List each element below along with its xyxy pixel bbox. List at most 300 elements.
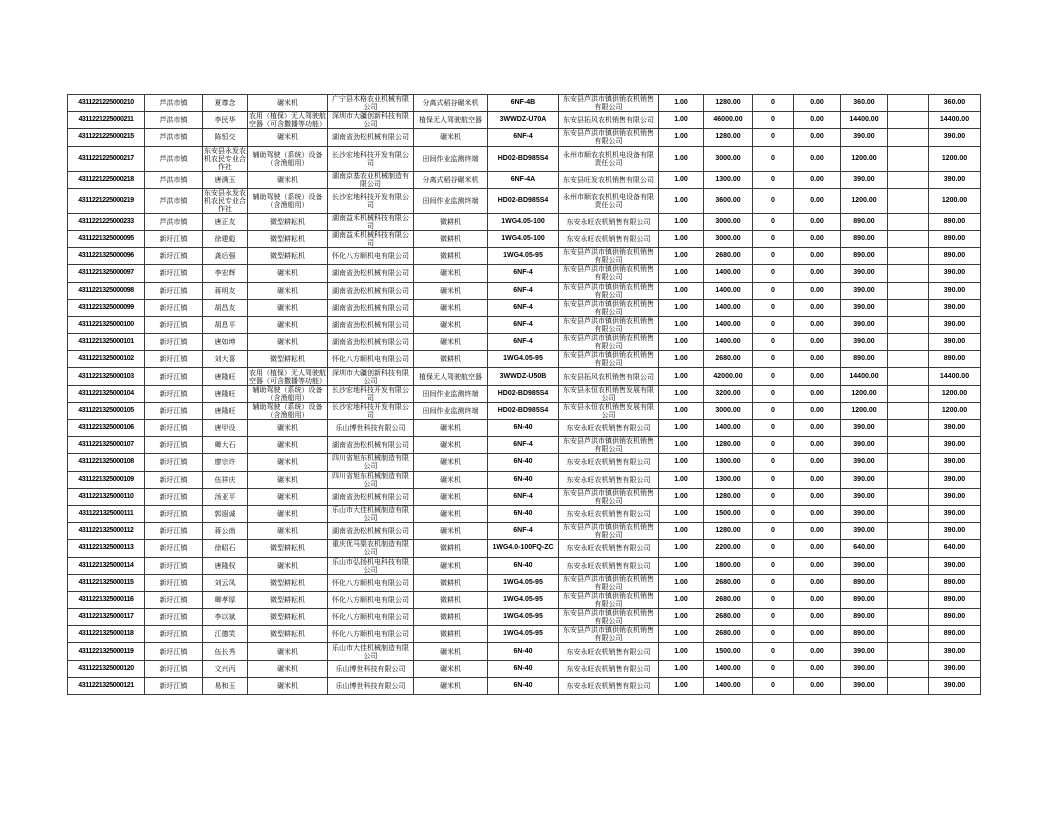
cell-application-id: 4311221325000095 [68, 230, 145, 247]
cell-extra [888, 95, 929, 112]
table-row [68, 609, 981, 626]
cell-zero-count: 0 [753, 95, 794, 112]
cell-machine-type: 微型耕耘机 [248, 213, 328, 230]
cell-applicant-name: 唐隆旺 [203, 385, 248, 402]
cell-zero-count: 0 [753, 488, 794, 505]
cell-extra [888, 188, 929, 213]
cell-town: 新圩江镇 [145, 643, 203, 660]
cell-zero-amount: 0.00 [794, 574, 841, 591]
cell-total-subsidy: 390.00 [929, 282, 981, 299]
cell-machine-category: 田间作业监测终端 [414, 385, 488, 402]
cell-applicant-name: 胡息平 [203, 316, 248, 333]
cell-zero-amount: 0.00 [794, 146, 841, 171]
cell-town: 新圩江镇 [145, 591, 203, 608]
cell-model: 6NF-4 [488, 265, 559, 282]
cell-machine-category: 碾米机 [414, 316, 488, 333]
cell-model: 6NF-4 [488, 299, 559, 316]
cell-machine-category: 碾米机 [414, 643, 488, 660]
cell-manufacturer: 湖南京基农业机械制造有限公司 [328, 171, 414, 188]
cell-extra [888, 471, 929, 488]
cell-town: 新圩江镇 [145, 334, 203, 351]
cell-total-subsidy: 640.00 [929, 540, 981, 557]
cell-dealer: 东安县芦洪市镇供销农机销售有限公司 [559, 248, 659, 265]
cell-town: 新圩江镇 [145, 282, 203, 299]
cell-town: 新圩江镇 [145, 385, 203, 402]
cell-dealer: 东安永旺农机销售有限公司 [559, 557, 659, 574]
cell-quantity: 1.00 [659, 282, 704, 299]
cell-applicant-name: 徐昭石 [203, 540, 248, 557]
cell-town: 芦洪市镇 [145, 112, 203, 129]
cell-subsidy-amount: 14400.00 [841, 112, 888, 129]
cell-total-subsidy: 390.00 [929, 488, 981, 505]
cell-application-id: 4311221325000119 [68, 643, 145, 660]
cell-extra [888, 523, 929, 540]
cell-total-subsidy: 890.00 [929, 351, 981, 368]
cell-town: 新圩江镇 [145, 505, 203, 522]
cell-machine-type: 碾米机 [248, 334, 328, 351]
cell-zero-amount: 0.00 [794, 129, 841, 146]
cell-application-id: 4311221325000108 [68, 454, 145, 471]
cell-subsidy-amount: 390.00 [841, 420, 888, 437]
cell-zero-count: 0 [753, 129, 794, 146]
cell-zero-count: 0 [753, 437, 794, 454]
cell-unit-price: 3000.00 [704, 230, 753, 247]
cell-machine-category: 微耕机 [414, 230, 488, 247]
cell-machine-type: 碾米机 [248, 505, 328, 522]
cell-applicant-name: 唐正友 [203, 213, 248, 230]
cell-model: 6N-40 [488, 454, 559, 471]
cell-application-id: 4311221325000107 [68, 437, 145, 454]
cell-applicant-name: 李宏辉 [203, 265, 248, 282]
cell-machine-type: 微型耕耘机 [248, 591, 328, 608]
cell-application-id: 4311221225000211 [68, 112, 145, 129]
cell-quantity: 1.00 [659, 557, 704, 574]
cell-unit-price: 1800.00 [704, 557, 753, 574]
cell-dealer: 东安县永恒农机销售发展有限公司 [559, 402, 659, 419]
cell-zero-amount: 0.00 [794, 591, 841, 608]
cell-quantity: 1.00 [659, 454, 704, 471]
cell-subsidy-amount: 1200.00 [841, 146, 888, 171]
table-row [68, 171, 981, 188]
table-row [68, 402, 981, 419]
cell-application-id: 4311221325000100 [68, 316, 145, 333]
cell-quantity: 1.00 [659, 230, 704, 247]
cell-subsidy-amount: 390.00 [841, 523, 888, 540]
cell-total-subsidy: 390.00 [929, 299, 981, 316]
cell-town: 芦洪市镇 [145, 213, 203, 230]
cell-machine-category: 微耕机 [414, 540, 488, 557]
cell-model: 6NF-4A [488, 171, 559, 188]
cell-subsidy-amount: 390.00 [841, 488, 888, 505]
cell-extra [888, 299, 929, 316]
cell-manufacturer: 重庆优马渠农机制造有限公司 [328, 540, 414, 557]
cell-town: 芦洪市镇 [145, 129, 203, 146]
cell-dealer: 永州市顺农农机机电设备有限责任公司 [559, 146, 659, 171]
cell-unit-price: 46000.00 [704, 112, 753, 129]
cell-manufacturer: 长沙宏地科技开发有限公司 [328, 385, 414, 402]
cell-town: 芦洪市镇 [145, 188, 203, 213]
cell-zero-amount: 0.00 [794, 437, 841, 454]
cell-machine-category: 碾米机 [414, 282, 488, 299]
cell-zero-amount: 0.00 [794, 112, 841, 129]
cell-applicant-name: 刘云凤 [203, 574, 248, 591]
cell-quantity: 1.00 [659, 505, 704, 522]
cell-unit-price: 2680.00 [704, 609, 753, 626]
cell-dealer: 东安县旺发农机销售有限公司 [559, 171, 659, 188]
cell-manufacturer: 深圳市大疆创新科技有限公司 [328, 112, 414, 129]
cell-extra [888, 351, 929, 368]
cell-dealer: 东安县芦洪市镇供销农机销售有限公司 [559, 626, 659, 643]
cell-dealer: 东安永旺农机销售有限公司 [559, 540, 659, 557]
cell-zero-amount: 0.00 [794, 643, 841, 660]
cell-model: 1WG4.05-95 [488, 626, 559, 643]
table-row [68, 574, 981, 591]
cell-zero-count: 0 [753, 643, 794, 660]
cell-extra [888, 677, 929, 694]
cell-machine-type: 微型耕耘机 [248, 351, 328, 368]
cell-application-id: 4311221325000103 [68, 368, 145, 385]
cell-manufacturer: 怀化八方顺机电有限公司 [328, 248, 414, 265]
cell-extra [888, 282, 929, 299]
cell-extra [888, 385, 929, 402]
cell-machine-category: 植保无人驾驶航空器 [414, 368, 488, 385]
cell-machine-type: 辅助驾驶（系统）设备（含渔船用） [248, 146, 328, 171]
cell-unit-price: 3000.00 [704, 146, 753, 171]
cell-extra [888, 505, 929, 522]
cell-machine-type: 辅助驾驶（系统）设备（含渔船用） [248, 385, 328, 402]
cell-unit-price: 2680.00 [704, 626, 753, 643]
cell-zero-count: 0 [753, 385, 794, 402]
cell-machine-category: 碾米机 [414, 557, 488, 574]
cell-machine-category: 田间作业监测终端 [414, 188, 488, 213]
cell-machine-category: 田间作业监测终端 [414, 402, 488, 419]
table-row [68, 591, 981, 608]
cell-machine-type: 碾米机 [248, 282, 328, 299]
cell-town: 新圩江镇 [145, 351, 203, 368]
cell-dealer: 东安永旺农机销售有限公司 [559, 420, 659, 437]
cell-zero-count: 0 [753, 316, 794, 333]
cell-applicant-name: 唐隆权 [203, 557, 248, 574]
cell-manufacturer: 湖南省劲松机械有限公司 [328, 523, 414, 540]
cell-machine-type: 农用（植保）无人驾驶航空器（可含撒播等功能） [249, 368, 326, 385]
table-row [68, 660, 981, 677]
cell-machine-category: 碾米机 [414, 265, 488, 282]
cell-zero-amount: 0.00 [794, 334, 841, 351]
cell-town: 新圩江镇 [145, 420, 203, 437]
table-row [68, 299, 981, 316]
cell-zero-amount: 0.00 [794, 660, 841, 677]
cell-unit-price: 2680.00 [704, 591, 753, 608]
table-row [68, 420, 981, 437]
cell-machine-type: 碾米机 [248, 557, 328, 574]
cell-machine-type: 微型耕耘机 [248, 609, 328, 626]
cell-extra [888, 248, 929, 265]
cell-dealer: 东安县芦洪市镇供销农机销售有限公司 [559, 265, 659, 282]
cell-quantity: 1.00 [659, 626, 704, 643]
cell-quantity: 1.00 [659, 129, 704, 146]
cell-zero-amount: 0.00 [794, 385, 841, 402]
cell-manufacturer: 怀化八方顺机电有限公司 [328, 574, 414, 591]
cell-total-subsidy: 890.00 [929, 609, 981, 626]
cell-unit-price: 1300.00 [704, 171, 753, 188]
cell-applicant-name: 唐隆旺 [203, 368, 248, 385]
cell-quantity: 1.00 [659, 334, 704, 351]
cell-manufacturer: 怀化八方顺机电有限公司 [328, 609, 414, 626]
cell-machine-category: 碾米机 [414, 505, 488, 522]
cell-dealer: 东安永旺农机销售有限公司 [559, 505, 659, 522]
cell-model: 6N-40 [488, 660, 559, 677]
cell-machine-category: 分离式稻谷碾米机 [414, 171, 488, 188]
cell-manufacturer: 长沙宏地科技开发有限公司 [328, 146, 414, 171]
cell-extra [888, 112, 929, 129]
cell-manufacturer: 四川省旭东机械制造有限公司 [328, 471, 414, 488]
cell-zero-amount: 0.00 [794, 677, 841, 694]
cell-extra [888, 626, 929, 643]
cell-unit-price: 3200.00 [704, 385, 753, 402]
cell-total-subsidy: 890.00 [929, 591, 981, 608]
cell-manufacturer: 湖南省劲松机械有限公司 [328, 299, 414, 316]
cell-applicant-name: 李以斌 [203, 609, 248, 626]
cell-applicant-name: 文兴丙 [203, 660, 248, 677]
cell-machine-type: 碾米机 [248, 523, 328, 540]
cell-model: 1WG4.05-95 [488, 351, 559, 368]
cell-zero-count: 0 [753, 574, 794, 591]
cell-application-id: 4311221325000110 [68, 488, 145, 505]
cell-zero-amount: 0.00 [794, 540, 841, 557]
cell-dealer: 东安县拓风农机销售有限公司 [559, 368, 659, 385]
cell-unit-price: 1500.00 [704, 643, 753, 660]
cell-model: 6NF-4 [488, 334, 559, 351]
cell-zero-amount: 0.00 [794, 454, 841, 471]
cell-manufacturer: 乐山市大佳机械制造有限公司 [328, 643, 414, 660]
cell-dealer: 东安县芦洪市镇供销农机销售有限公司 [559, 282, 659, 299]
cell-total-subsidy: 890.00 [929, 574, 981, 591]
cell-zero-amount: 0.00 [794, 316, 841, 333]
cell-model: 1WG4.05-100 [488, 230, 559, 247]
cell-unit-price: 2680.00 [704, 248, 753, 265]
cell-dealer: 东安县芦洪市镇供销农机销售有限公司 [559, 299, 659, 316]
cell-dealer: 东安永旺农机销售有限公司 [559, 454, 659, 471]
cell-quantity: 1.00 [659, 95, 704, 112]
cell-extra [888, 265, 929, 282]
cell-quantity: 1.00 [659, 677, 704, 694]
cell-subsidy-amount: 390.00 [841, 471, 888, 488]
cell-extra [888, 420, 929, 437]
cell-extra [888, 454, 929, 471]
cell-town: 新圩江镇 [145, 248, 203, 265]
cell-extra [888, 660, 929, 677]
cell-model: 6NF-4 [488, 282, 559, 299]
cell-zero-count: 0 [753, 213, 794, 230]
cell-manufacturer: 怀化八方顺机电有限公司 [328, 351, 414, 368]
cell-town: 芦洪市镇 [145, 146, 203, 171]
cell-town: 新圩江镇 [145, 574, 203, 591]
cell-manufacturer: 乐山博世科技有限公司 [328, 677, 414, 694]
cell-zero-count: 0 [753, 299, 794, 316]
cell-extra [888, 591, 929, 608]
cell-unit-price: 2680.00 [704, 574, 753, 591]
cell-subsidy-amount: 390.00 [841, 454, 888, 471]
cell-dealer: 东安县芦洪市镇供销农机销售有限公司 [559, 95, 659, 112]
cell-total-subsidy: 390.00 [929, 677, 981, 694]
cell-subsidy-amount: 390.00 [841, 265, 888, 282]
table-row [68, 351, 981, 368]
cell-dealer: 东安永旺农机销售有限公司 [559, 230, 659, 247]
table-row [68, 334, 981, 351]
cell-machine-category: 碾米机 [414, 299, 488, 316]
cell-manufacturer: 乐山市大佳机械制造有限公司 [328, 505, 414, 522]
cell-dealer: 东安县芦洪市镇供销农机销售有限公司 [559, 523, 659, 540]
cell-total-subsidy: 1200.00 [929, 146, 981, 171]
cell-machine-type: 碾米机 [248, 265, 328, 282]
cell-model: 6N-40 [488, 557, 559, 574]
cell-dealer: 东安县芦洪市镇供销农机销售有限公司 [559, 437, 659, 454]
cell-machine-type: 碾米机 [248, 437, 328, 454]
cell-subsidy-amount: 640.00 [841, 540, 888, 557]
cell-total-subsidy: 390.00 [929, 129, 981, 146]
cell-zero-count: 0 [753, 188, 794, 213]
cell-zero-amount: 0.00 [794, 488, 841, 505]
cell-machine-category: 碾米机 [414, 660, 488, 677]
cell-unit-price: 1300.00 [704, 454, 753, 471]
cell-applicant-name: 徐建彪 [203, 230, 248, 247]
cell-town: 新圩江镇 [145, 437, 203, 454]
cell-quantity: 1.00 [659, 437, 704, 454]
cell-application-id: 4311221325000105 [68, 402, 145, 419]
table-row [68, 505, 981, 522]
cell-quantity: 1.00 [659, 420, 704, 437]
cell-manufacturer: 湖南益禾机械科技有限公司 [328, 213, 414, 230]
cell-zero-count: 0 [753, 505, 794, 522]
cell-applicant-name: 夏尊念 [203, 95, 248, 112]
cell-quantity: 1.00 [659, 213, 704, 230]
cell-dealer: 东安县拓风农机销售有限公司 [559, 112, 659, 129]
cell-unit-price: 3000.00 [704, 402, 753, 419]
cell-subsidy-amount: 390.00 [841, 643, 888, 660]
cell-application-id: 4311221325000096 [68, 248, 145, 265]
cell-quantity: 1.00 [659, 351, 704, 368]
cell-machine-type: 微型耕耘机 [248, 626, 328, 643]
cell-machine-type: 微型耕耘机 [248, 574, 328, 591]
cell-application-id: 4311221225000219 [68, 188, 145, 213]
cell-subsidy-amount: 390.00 [841, 334, 888, 351]
cell-total-subsidy: 890.00 [929, 213, 981, 230]
cell-zero-count: 0 [753, 660, 794, 677]
cell-machine-category: 微耕机 [414, 626, 488, 643]
cell-total-subsidy: 390.00 [929, 437, 981, 454]
cell-dealer: 东安永旺农机销售有限公司 [559, 213, 659, 230]
cell-quantity: 1.00 [659, 402, 704, 419]
cell-unit-price: 1400.00 [704, 660, 753, 677]
cell-model: 6N-40 [488, 420, 559, 437]
cell-unit-price: 1280.00 [704, 488, 753, 505]
cell-manufacturer: 湖南省劲松机械有限公司 [328, 334, 414, 351]
cell-manufacturer: 长沙宏地科技开发有限公司 [328, 188, 414, 213]
cell-zero-count: 0 [753, 523, 794, 540]
cell-application-id: 4311221325000115 [68, 574, 145, 591]
table-row [68, 248, 981, 265]
cell-manufacturer: 怀化八方顺机电有限公司 [328, 591, 414, 608]
cell-unit-price: 1280.00 [704, 523, 753, 540]
cell-total-subsidy: 390.00 [929, 660, 981, 677]
cell-dealer: 东安县芦洪市镇供销农机销售有限公司 [559, 591, 659, 608]
cell-applicant-name: 东安县永发农机农民专业合作社 [204, 146, 246, 171]
cell-unit-price: 1280.00 [704, 95, 753, 112]
cell-quantity: 1.00 [659, 471, 704, 488]
cell-subsidy-amount: 1200.00 [841, 402, 888, 419]
cell-manufacturer: 湖南省劲松机械有限公司 [328, 316, 414, 333]
cell-applicant-name: 刘大喜 [203, 351, 248, 368]
cell-applicant-name: 江德笑 [203, 626, 248, 643]
cell-dealer: 东安县芦洪市镇供销农机销售有限公司 [559, 334, 659, 351]
cell-unit-price: 1500.00 [704, 505, 753, 522]
cell-applicant-name: 汤亚平 [203, 488, 248, 505]
cell-machine-type: 碾米机 [248, 316, 328, 333]
cell-town: 新圩江镇 [145, 523, 203, 540]
cell-total-subsidy: 14400.00 [929, 368, 981, 385]
cell-model: 3WWDZ-U70A [488, 112, 559, 129]
cell-town: 新圩江镇 [145, 626, 203, 643]
cell-model: 6N-40 [488, 471, 559, 488]
cell-machine-category: 碾米机 [414, 488, 488, 505]
cell-machine-type: 微型耕耘机 [248, 230, 328, 247]
cell-zero-count: 0 [753, 146, 794, 171]
cell-zero-count: 0 [753, 557, 794, 574]
cell-machine-type: 微型耕耘机 [248, 248, 328, 265]
cell-unit-price: 1280.00 [704, 437, 753, 454]
cell-zero-count: 0 [753, 540, 794, 557]
cell-machine-type: 碾米机 [248, 420, 328, 437]
cell-quantity: 1.00 [659, 488, 704, 505]
cell-machine-type: 碾米机 [248, 129, 328, 146]
cell-zero-amount: 0.00 [794, 368, 841, 385]
cell-subsidy-amount: 390.00 [841, 660, 888, 677]
cell-manufacturer: 长沙宏地科技开发有限公司 [328, 402, 414, 419]
cell-unit-price: 1400.00 [704, 677, 753, 694]
cell-manufacturer: 湖南益禾机械科技有限公司 [328, 230, 414, 247]
cell-extra [888, 402, 929, 419]
cell-application-id: 4311221325000120 [68, 660, 145, 677]
cell-machine-type: 微型耕耘机 [248, 540, 328, 557]
cell-zero-count: 0 [753, 248, 794, 265]
cell-machine-type: 碾米机 [248, 660, 328, 677]
cell-extra [888, 171, 929, 188]
cell-model: 1WG4.05-100 [488, 213, 559, 230]
cell-subsidy-amount: 890.00 [841, 609, 888, 626]
cell-quantity: 1.00 [659, 248, 704, 265]
cell-unit-price: 1300.00 [704, 471, 753, 488]
cell-zero-amount: 0.00 [794, 471, 841, 488]
cell-machine-category: 碾米机 [414, 437, 488, 454]
cell-unit-price: 1280.00 [704, 129, 753, 146]
cell-subsidy-amount: 390.00 [841, 505, 888, 522]
cell-total-subsidy: 1200.00 [929, 402, 981, 419]
cell-model: 6NF-4 [488, 316, 559, 333]
cell-application-id: 4311221225000210 [68, 95, 145, 112]
cell-machine-category: 微耕机 [414, 351, 488, 368]
cell-town: 新圩江镇 [145, 299, 203, 316]
cell-subsidy-amount: 890.00 [841, 351, 888, 368]
cell-application-id: 4311221225000233 [68, 213, 145, 230]
cell-zero-amount: 0.00 [794, 171, 841, 188]
cell-machine-category: 微耕机 [414, 248, 488, 265]
cell-zero-amount: 0.00 [794, 557, 841, 574]
cell-zero-amount: 0.00 [794, 420, 841, 437]
cell-subsidy-amount: 390.00 [841, 677, 888, 694]
cell-manufacturer: 深圳市大疆创新科技有限公司 [328, 368, 414, 385]
cell-manufacturer: 湖南省劲松机械有限公司 [328, 129, 414, 146]
cell-zero-amount: 0.00 [794, 188, 841, 213]
